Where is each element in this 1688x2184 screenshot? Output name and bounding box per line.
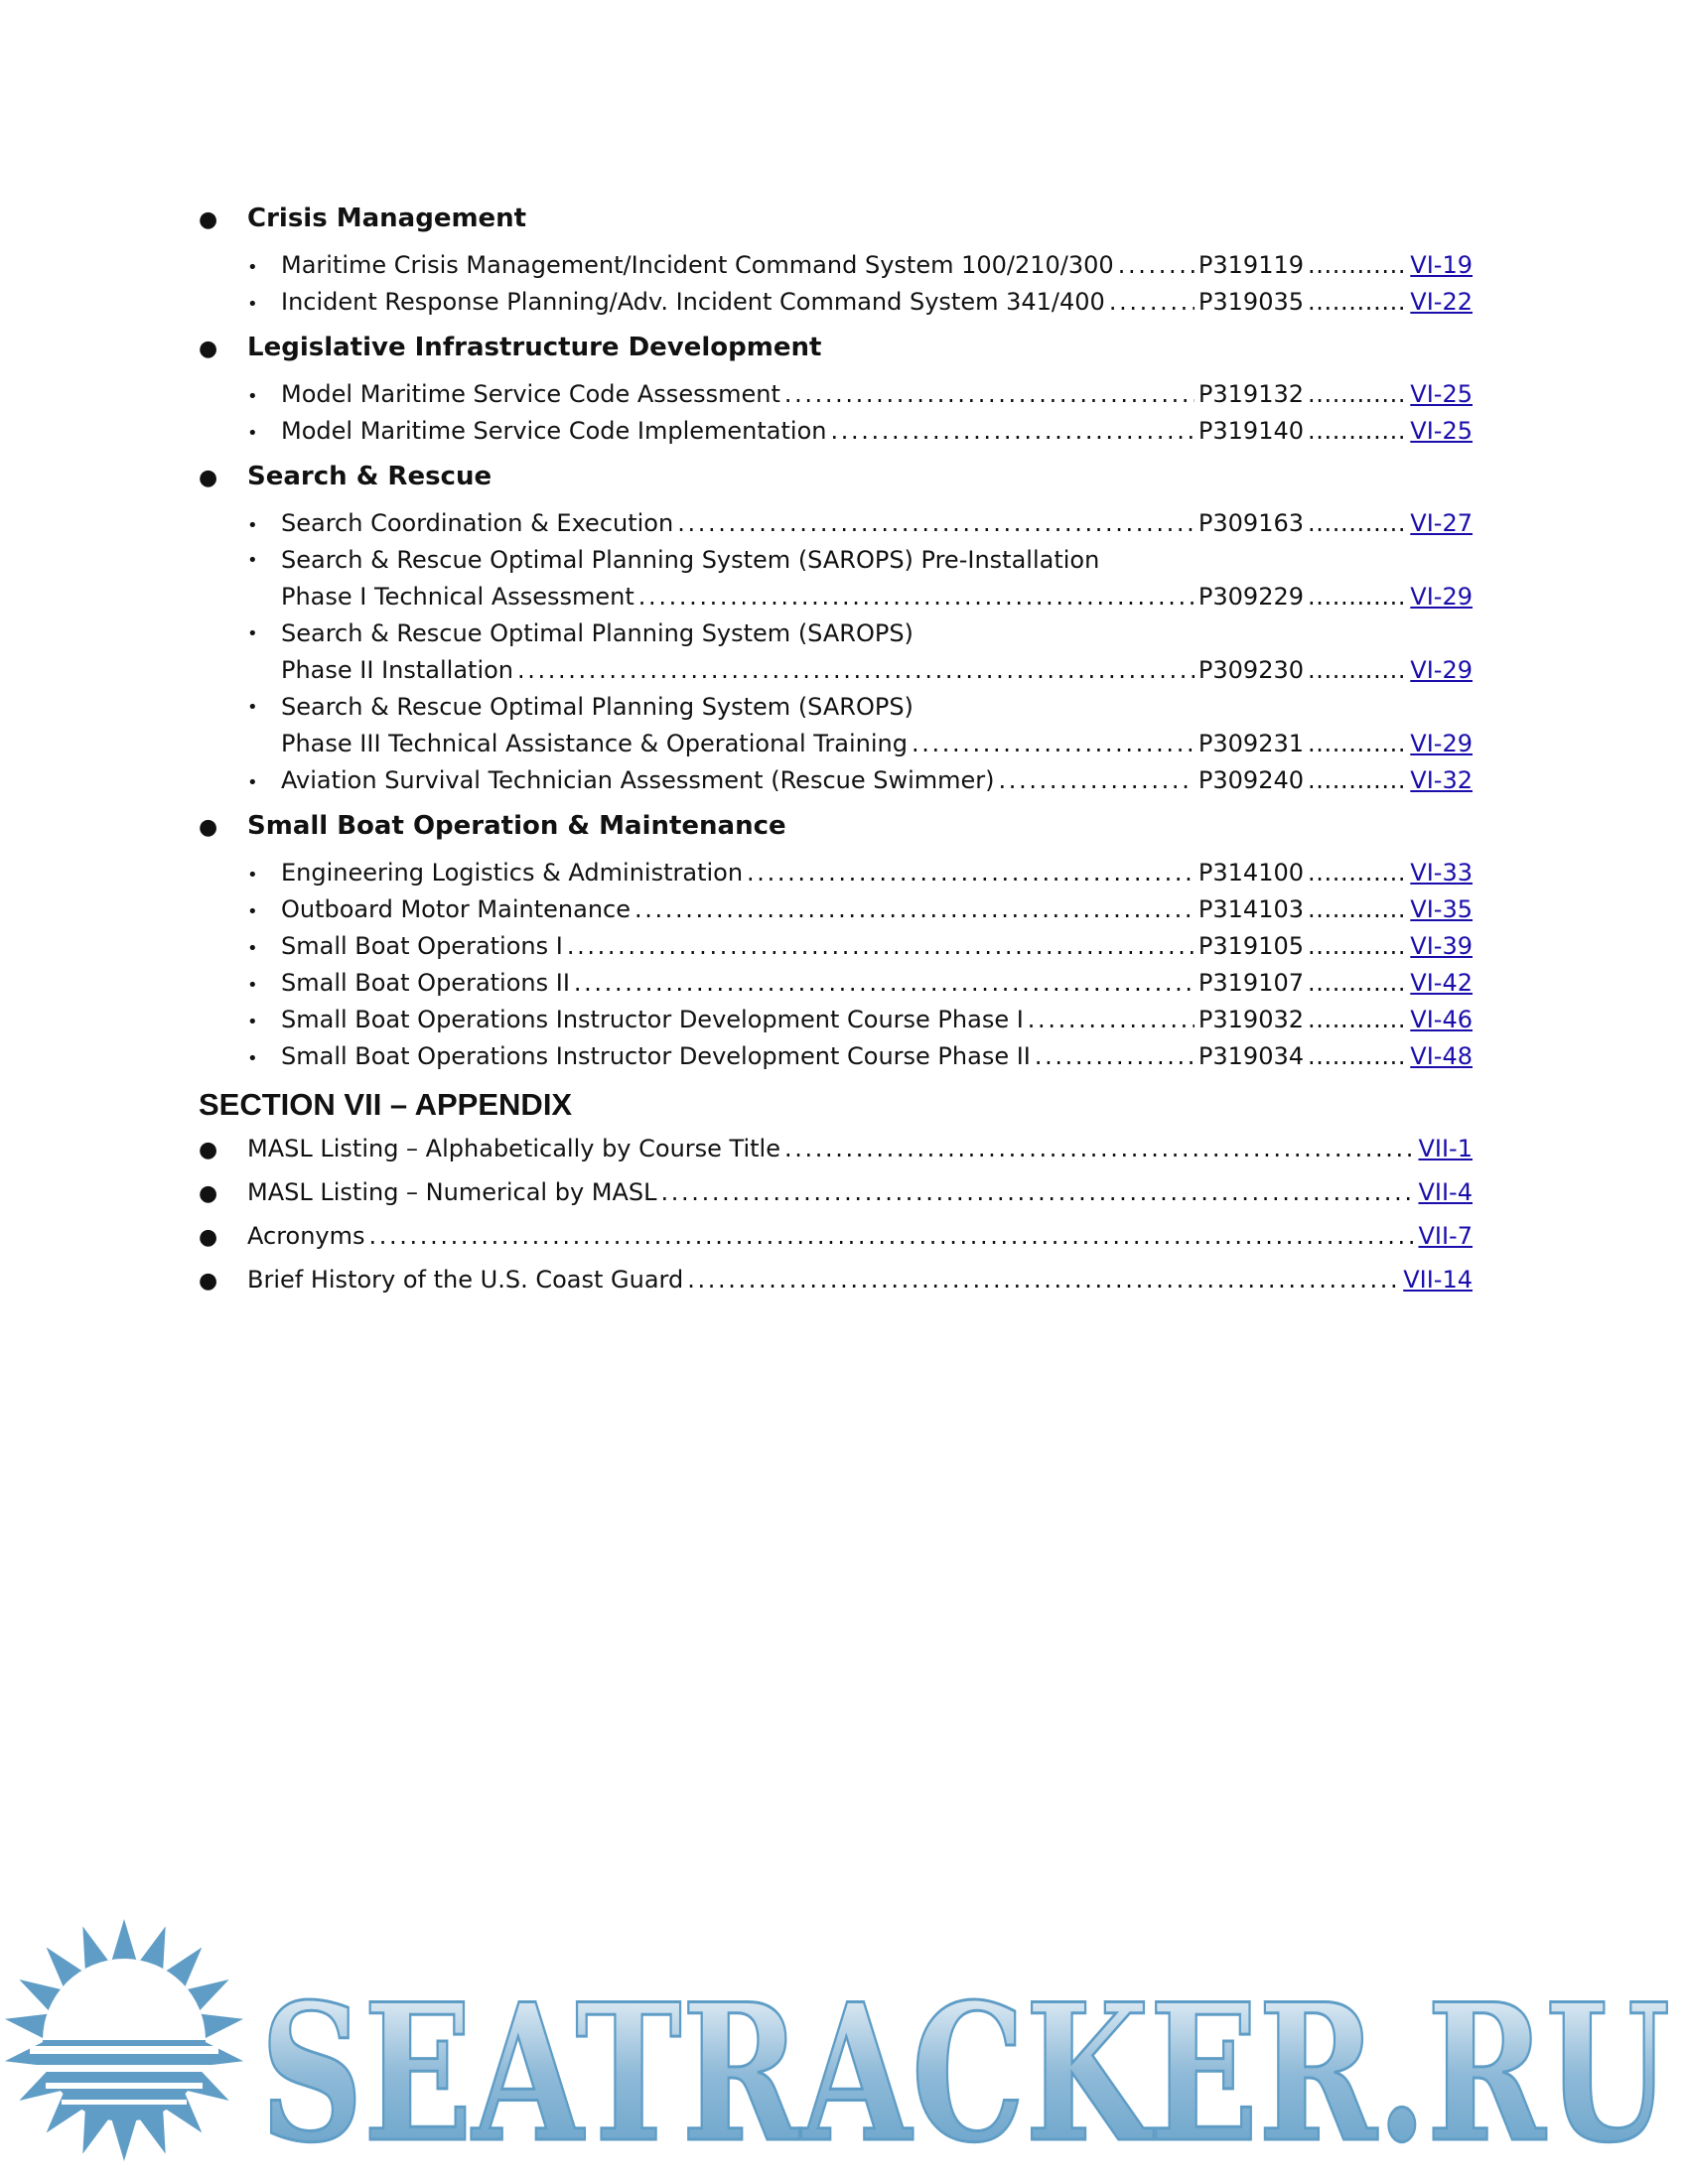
page-link[interactable]: VI-29 bbox=[1410, 656, 1473, 684]
category-heading bbox=[199, 811, 1473, 855]
course-code: P319132 bbox=[1197, 380, 1304, 408]
course-title: Aviation Survival Technician Assessment (Rescue Swimmer) bbox=[281, 766, 995, 794]
dot-leader bbox=[784, 1127, 1414, 1170]
watermark-text: SEATRACKER.RU bbox=[260, 1963, 1670, 2184]
dot-leader bbox=[784, 376, 1195, 413]
page-link[interactable]: VI-25 bbox=[1410, 417, 1473, 445]
bullet-icon: • bbox=[247, 901, 258, 922]
bullet-icon: ● bbox=[199, 337, 218, 361]
dot-leader bbox=[517, 652, 1195, 689]
page-link[interactable]: VI-29 bbox=[1410, 583, 1473, 611]
page-link[interactable]: VI-25 bbox=[1410, 380, 1473, 408]
dot-leader bbox=[1308, 1002, 1403, 1038]
bullet-icon: • bbox=[247, 294, 258, 315]
watermark bbox=[0, 1916, 1688, 2184]
page-link[interactable]: VI-46 bbox=[1410, 1006, 1473, 1033]
dot-leader bbox=[1308, 652, 1403, 689]
section-heading: SECTION VII – APPENDIX bbox=[199, 1087, 573, 1122]
dot-leader bbox=[1308, 579, 1403, 615]
appendix-entry bbox=[199, 1170, 1473, 1214]
dot-leader bbox=[574, 965, 1195, 1002]
course-code: P319034 bbox=[1197, 1042, 1304, 1070]
bullet-icon: ● bbox=[199, 1269, 218, 1294]
toc-entry bbox=[199, 413, 1473, 450]
sun-logo-icon bbox=[5, 1919, 243, 2161]
course-title: Search Coordination & Execution bbox=[281, 509, 674, 537]
course-code: P314100 bbox=[1197, 859, 1304, 887]
toc-entry bbox=[199, 855, 1473, 891]
course-title-continued: Phase III Technical Assistance & Operational Training bbox=[281, 730, 908, 757]
toc-entry bbox=[199, 376, 1473, 413]
course-code: P309231 bbox=[1197, 730, 1304, 757]
dot-leader bbox=[999, 762, 1195, 799]
dot-leader bbox=[661, 1170, 1415, 1214]
page-link[interactable]: VI-39 bbox=[1410, 932, 1473, 960]
course-title: Maritime Crisis Management/Incident Command System 100/210/300 bbox=[281, 251, 1114, 279]
course-code: P319140 bbox=[1197, 417, 1304, 445]
page-link[interactable]: VI-35 bbox=[1410, 895, 1473, 923]
page-link[interactable]: VI-19 bbox=[1410, 251, 1473, 279]
category-title: Search & Rescue bbox=[247, 462, 492, 491]
course-title: Small Boat Operations Instructor Development Course Phase II bbox=[281, 1042, 1031, 1070]
course-title: Search & Rescue Optimal Planning System (SAROPS) bbox=[281, 693, 914, 721]
dot-leader bbox=[634, 891, 1195, 928]
bullet-icon: • bbox=[247, 1048, 258, 1069]
dot-leader bbox=[1035, 1038, 1195, 1075]
dot-leader bbox=[1308, 505, 1403, 542]
toc-entry bbox=[199, 542, 1473, 615]
course-code: P309240 bbox=[1197, 766, 1304, 794]
page-link[interactable]: VII-7 bbox=[1418, 1222, 1473, 1250]
toc-entry bbox=[199, 1038, 1473, 1075]
category-heading bbox=[199, 462, 1473, 505]
page-link[interactable]: VII-1 bbox=[1418, 1135, 1473, 1162]
course-title-continued: Phase II Installation bbox=[281, 656, 513, 684]
bullet-icon: ● bbox=[199, 1225, 218, 1250]
page-link[interactable]: VI-29 bbox=[1410, 730, 1473, 757]
course-title: Model Maritime Service Code Implementation bbox=[281, 417, 827, 445]
category-heading bbox=[199, 333, 1473, 376]
dot-leader bbox=[1308, 1038, 1403, 1075]
dot-leader bbox=[1308, 891, 1403, 928]
toc-entry bbox=[199, 1002, 1473, 1038]
dot-leader bbox=[1308, 284, 1403, 321]
toc-entry bbox=[199, 891, 1473, 928]
dot-leader bbox=[677, 505, 1195, 542]
bullet-icon: • bbox=[247, 772, 258, 793]
dot-leader bbox=[1308, 376, 1403, 413]
dot-leader bbox=[1308, 928, 1403, 965]
page-link[interactable]: VI-42 bbox=[1410, 969, 1473, 997]
dot-leader bbox=[912, 726, 1195, 762]
page-link[interactable]: VII-4 bbox=[1418, 1178, 1473, 1206]
course-title: Engineering Logistics & Administration bbox=[281, 859, 744, 887]
category-title: Small Boat Operation & Maintenance bbox=[247, 811, 786, 841]
appendix-title: Brief History of the U.S. Coast Guard bbox=[247, 1266, 684, 1294]
dot-leader bbox=[1308, 247, 1403, 284]
bullet-icon: • bbox=[247, 386, 258, 407]
bullet-icon: ● bbox=[199, 1181, 218, 1206]
course-title: Model Maritime Service Code Assessment bbox=[281, 380, 780, 408]
appendix-entry bbox=[199, 1127, 1473, 1170]
bullet-icon: • bbox=[247, 515, 258, 536]
toc-entry bbox=[199, 247, 1473, 284]
bullet-icon: ● bbox=[199, 1138, 218, 1162]
course-code: P319119 bbox=[1197, 251, 1304, 279]
dot-leader bbox=[369, 1214, 1415, 1258]
dot-leader bbox=[638, 579, 1195, 615]
course-title-continued: Phase I Technical Assessment bbox=[281, 583, 634, 611]
course-title: Search & Rescue Optimal Planning System (SAROPS) Pre-Installation bbox=[281, 546, 1100, 574]
bullet-icon: ● bbox=[199, 466, 218, 490]
dot-leader bbox=[830, 413, 1194, 450]
toc-entry bbox=[199, 965, 1473, 1002]
toc-entry bbox=[199, 762, 1473, 799]
course-code: P319107 bbox=[1197, 969, 1304, 997]
appendix-title: Acronyms bbox=[247, 1222, 365, 1250]
bullet-icon: • bbox=[247, 938, 258, 959]
appendix-title: MASL Listing – Numerical by MASL bbox=[247, 1178, 657, 1206]
course-title: Small Boat Operations II bbox=[281, 969, 570, 997]
page-link[interactable]: VII-14 bbox=[1403, 1266, 1473, 1294]
category-title: Legislative Infrastructure Development bbox=[247, 333, 822, 362]
table-of-contents bbox=[199, 204, 1473, 1301]
bullet-icon: • bbox=[247, 423, 258, 444]
toc-entry bbox=[199, 689, 1473, 762]
course-code: P309163 bbox=[1197, 509, 1304, 537]
toc-entry bbox=[199, 284, 1473, 321]
toc-entry bbox=[199, 615, 1473, 689]
dot-leader bbox=[1308, 413, 1403, 450]
page-link[interactable]: VI-32 bbox=[1410, 766, 1473, 794]
bullet-icon: • bbox=[247, 865, 258, 886]
course-code: P319105 bbox=[1197, 932, 1304, 960]
appendix-entry bbox=[199, 1258, 1473, 1301]
course-code: P309229 bbox=[1197, 583, 1304, 611]
course-title: Search & Rescue Optimal Planning System (SAROPS) bbox=[281, 619, 914, 647]
course-title: Incident Response Planning/Adv. Incident Command System 341/400 bbox=[281, 288, 1105, 316]
course-title: Outboard Motor Maintenance bbox=[281, 895, 631, 923]
course-code: P309230 bbox=[1197, 656, 1304, 684]
page-link[interactable]: VI-27 bbox=[1410, 509, 1473, 537]
bullet-icon: ● bbox=[199, 815, 218, 840]
course-title: Small Boat Operations I bbox=[281, 932, 563, 960]
bullet-icon: ● bbox=[199, 207, 218, 232]
page-link[interactable]: VI-48 bbox=[1410, 1042, 1473, 1070]
bullet-icon: • bbox=[247, 975, 258, 996]
page-link[interactable]: VI-22 bbox=[1410, 288, 1473, 316]
course-code: P319032 bbox=[1197, 1006, 1304, 1033]
dot-leader bbox=[1308, 965, 1403, 1002]
dot-leader bbox=[1109, 284, 1195, 321]
page-link[interactable]: VI-33 bbox=[1410, 859, 1473, 887]
course-code: P319035 bbox=[1197, 288, 1304, 316]
dot-leader bbox=[1308, 855, 1403, 891]
appendix-entry bbox=[199, 1214, 1473, 1258]
category-title: Crisis Management bbox=[247, 204, 527, 233]
dot-leader bbox=[687, 1258, 1399, 1301]
bullet-icon: • bbox=[247, 1012, 258, 1032]
dot-leader bbox=[1118, 247, 1195, 284]
bullet-icon: • bbox=[247, 550, 258, 571]
appendix-title: MASL Listing – Alphabetically by Course Title bbox=[247, 1135, 780, 1162]
bullet-icon: • bbox=[247, 623, 258, 644]
dot-leader bbox=[567, 928, 1195, 965]
course-title: Small Boat Operations Instructor Development Course Phase I bbox=[281, 1006, 1024, 1033]
toc-entry bbox=[199, 505, 1473, 542]
dot-leader bbox=[1308, 726, 1403, 762]
course-code: P314103 bbox=[1197, 895, 1304, 923]
dot-leader bbox=[1028, 1002, 1195, 1038]
bullet-icon: • bbox=[247, 257, 258, 278]
bullet-icon: • bbox=[247, 697, 258, 718]
dot-leader bbox=[747, 855, 1195, 891]
category-heading bbox=[199, 204, 1473, 247]
dot-leader bbox=[1308, 762, 1403, 799]
toc-entry bbox=[199, 928, 1473, 965]
